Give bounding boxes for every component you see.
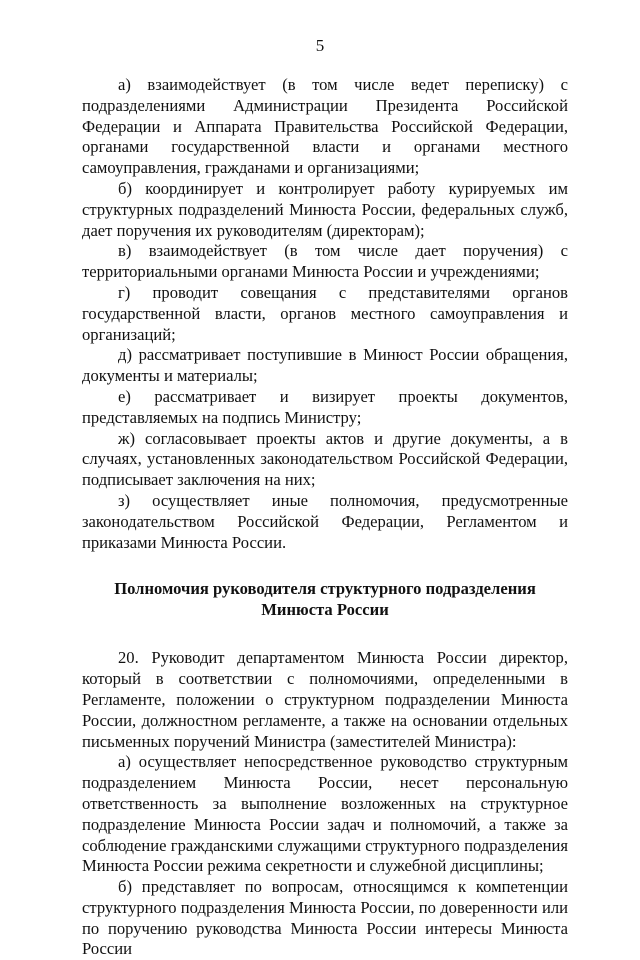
section-heading-line2: Минюста России (261, 599, 389, 619)
list-item: е) рассматривает и визирует проекты документов, представляемых на подпись Министру; (82, 386, 568, 427)
paragraph-20: 20. Руководит департаментом Минюста России директор, который в соответствии с полномочиями, определенными в Регламенте, положении о структурном подразделении Минюста России, должностном регламенте, а также на основании отдельных письменных поручений Министра (заместителей Министра): (82, 648, 568, 751)
section-heading-line1: Полномочия руководителя структурного подразделения (114, 579, 536, 599)
list-item: г) проводит совещания с представителями органов государственной власти, органов местного самоуправления и организаций; (82, 282, 568, 344)
list-item: в) взаимодействует (в том числе дает поручения) с территориальными органами Минюста России и учреждениями; (82, 241, 568, 282)
section-heading (82, 579, 568, 620)
page-number: 5 (315, 36, 325, 55)
list-item: а) взаимодействует (в том числе ведет переписку) с подразделениями Администрации Президента Российской Федерации и Аппарата Правительства Российской Федерации, органами государственной власти и органами местного самоуправления, гражданами и организациями; (82, 75, 568, 178)
list-item: ж) согласовывает проекты актов и другие документы, а в случаях, установленных законодательством Российской Федерации, подписывает заключения на них; (82, 428, 568, 490)
list-item: а) осуществляет непосредственное руководство структурным подразделением Минюста России, несет персональную ответственность за выполнение возложенных на структурное подразделение Минюста России задач и полномочий, а также за соблюдение гражданскими служащими структурного подразделения Минюста России режима секретности и служебной дисциплины; (82, 752, 568, 876)
list-item: б) представляет по вопросам, относящимся к компетенции структурного подразделения Минюста России, по доверенности или по поручению руководства Минюста России интересы Минюста России (82, 877, 568, 959)
document-body (82, 75, 568, 960)
list-item: д) рассматривает поступившие в Минюст России обращения, документы и материалы; (82, 345, 568, 386)
list-item: з) осуществляет иные полномочия, предусмотренные законодательством Российской Федерации, Регламентом и приказами Минюста России. (82, 490, 568, 552)
list-item: б) координирует и контролирует работу курируемых им структурных подразделений Минюста России, федеральных служб, дает поручения их руководителям (директорам); (82, 178, 568, 240)
